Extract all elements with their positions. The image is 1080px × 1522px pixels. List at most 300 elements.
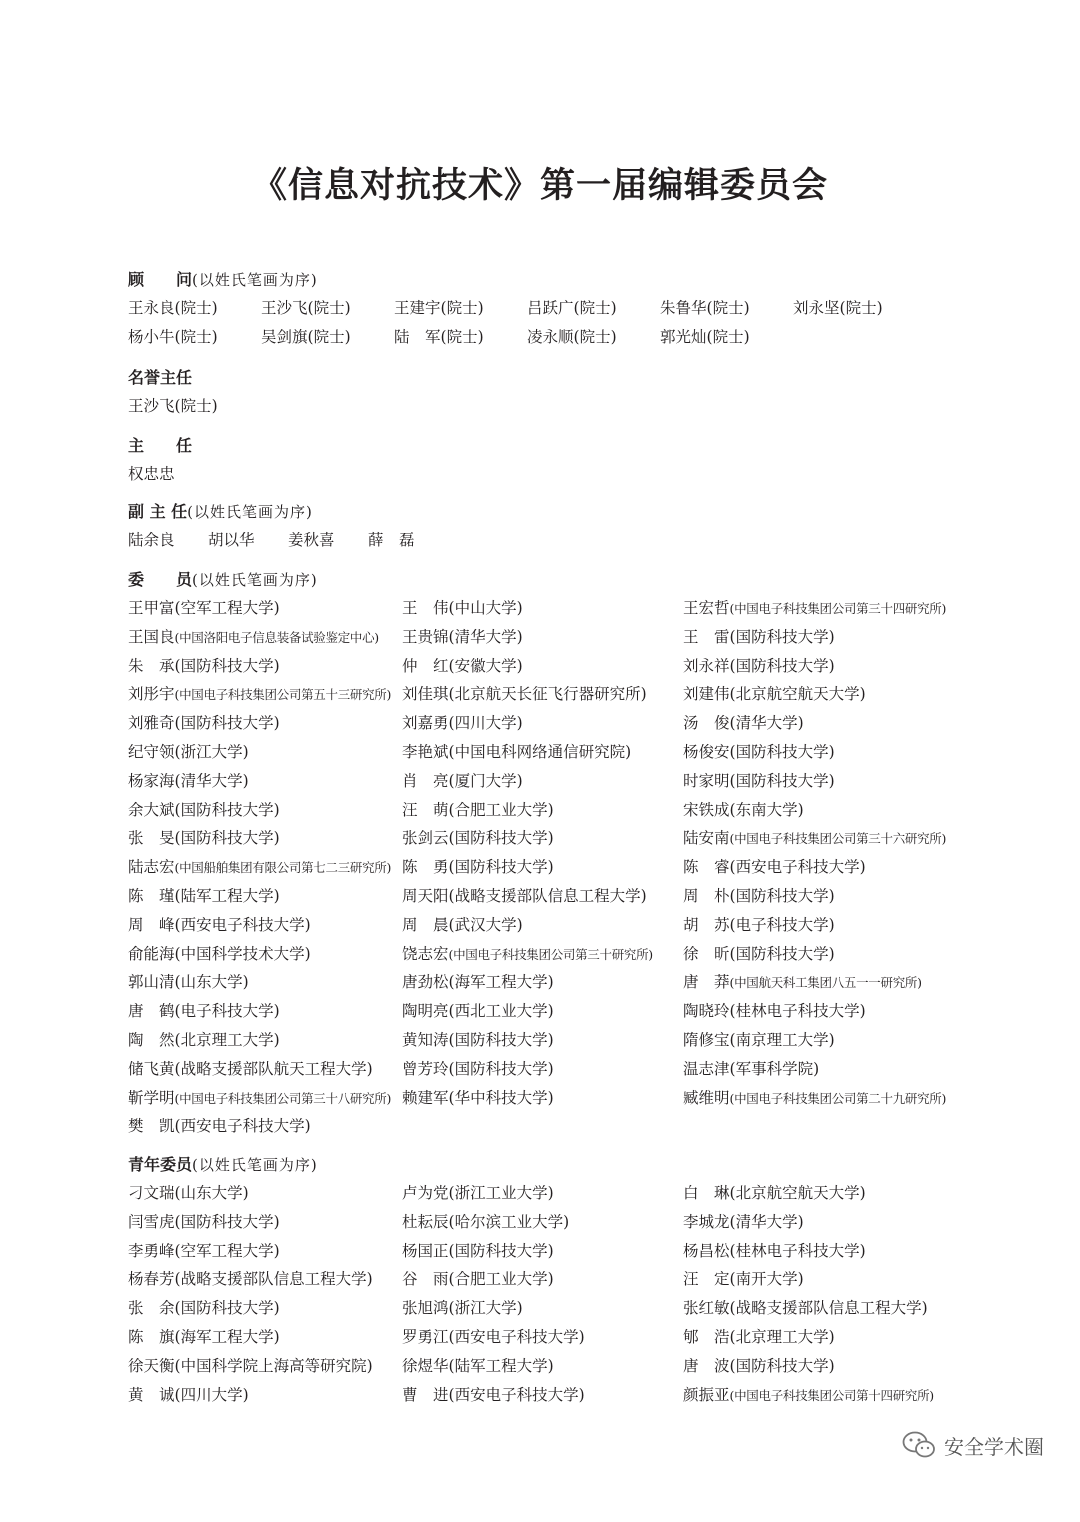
member-name: 杨昌松 — [683, 1241, 730, 1260]
member-affiliation: (西北工业大学) — [448, 1002, 554, 1021]
section-heading — [128, 566, 988, 594]
section-note: (以姓氏笔画为序) — [187, 503, 313, 521]
member-name: 温志津 — [683, 1059, 730, 1078]
member-name: 周天阳 — [402, 886, 449, 905]
member-entry — [402, 767, 683, 796]
section-label: 名誉主任 — [128, 368, 193, 387]
member-entry — [128, 968, 402, 997]
member-entry — [683, 1208, 988, 1237]
member-entry — [402, 824, 683, 853]
member-name: 刘永坚 — [793, 299, 840, 317]
member-name: 李艳斌 — [402, 742, 449, 761]
section-heading — [128, 1151, 988, 1179]
member-affiliation: (南京理工大学) — [729, 1030, 835, 1049]
member-list — [128, 294, 988, 352]
member-affiliation: (国防科技大学) — [729, 886, 835, 905]
member-affiliation: (院士) — [573, 299, 617, 317]
member-name: 黄 诚 — [128, 1385, 175, 1404]
member-entry — [683, 1381, 988, 1410]
member-affiliation: (国防科技大学) — [729, 627, 835, 646]
member-name: 李城龙 — [683, 1212, 730, 1231]
member-entry — [402, 1084, 683, 1113]
member-affiliation: (中国科学技术大学) — [174, 944, 311, 963]
section-note: (以姓氏笔画为序) — [192, 571, 318, 589]
member-name: 陈 瑾 — [128, 886, 175, 905]
member-entry — [402, 1352, 683, 1381]
member-name: 臧维明 — [683, 1088, 730, 1107]
member-entry — [128, 1381, 402, 1410]
section-deputy-directors — [128, 498, 988, 555]
member-entry — [402, 796, 683, 825]
wechat-icon — [902, 1430, 936, 1460]
member-affiliation: (陆军工程大学) — [174, 886, 280, 905]
member-affiliation: (中国电子科技集团公司第十四研究所) — [729, 1387, 934, 1403]
member-affiliation: (院士) — [839, 299, 883, 317]
member-affiliation: (清华大学) — [174, 771, 249, 790]
member-entry — [128, 853, 402, 882]
section-heading — [128, 498, 988, 526]
member-affiliation: (院士) — [440, 327, 484, 346]
member-name: 陆 军 — [394, 327, 441, 346]
member-name: 王永良 — [128, 299, 175, 317]
member-entry — [128, 767, 402, 796]
member-entry — [683, 1323, 988, 1352]
member-entry — [261, 323, 394, 352]
member-affiliation: (院士) — [307, 327, 351, 346]
member-affiliation: (战略支援部队信息工程大学) — [448, 886, 647, 905]
member-affiliation: (中国电子科技集团公司第三十八研究所) — [174, 1090, 392, 1106]
section-honorary-director — [128, 364, 988, 421]
member-affiliation: (哈尔滨工业大学) — [448, 1212, 570, 1231]
member-name: 樊 凯 — [128, 1117, 175, 1136]
member-entry — [683, 1265, 988, 1294]
member-affiliation: (西安电子科技大学) — [448, 1385, 585, 1404]
member-name: 卢为党 — [402, 1184, 449, 1202]
member-affiliation: (北京航天长征飞行器研究所) — [448, 685, 647, 704]
member-entry — [660, 294, 793, 323]
member-affiliation: (国防科技大学) — [174, 800, 280, 819]
member-name: 宋铁成 — [683, 800, 730, 819]
member-entry — [683, 1084, 988, 1113]
member-name: 汤 俊 — [683, 714, 730, 733]
member-affiliation: (国防科技大学) — [448, 1030, 554, 1049]
section-label: 副 主 任 — [128, 502, 188, 521]
member-name: 时家明 — [683, 771, 730, 790]
member-name: 唐 莽 — [683, 973, 730, 992]
member-entry — [527, 323, 660, 352]
member-affiliation: (空军工程大学) — [174, 599, 280, 617]
member-entry — [208, 526, 288, 555]
member-name: 陈 勇 — [402, 858, 449, 877]
member-entry — [128, 1323, 402, 1352]
member-affiliation: (浙江大学) — [174, 742, 249, 761]
member-name: 郭光灿 — [660, 327, 707, 346]
member-affiliation: (山东大学) — [174, 973, 249, 992]
member-affiliation: (电子科技大学) — [174, 1002, 280, 1021]
member-name: 王沙飞 — [128, 397, 175, 415]
member-entry — [402, 652, 683, 681]
member-entry — [402, 738, 683, 767]
member-affiliation: (院士) — [440, 299, 484, 317]
member-affiliation: (中国电子科技集团公司第三十四研究所) — [729, 601, 947, 616]
member-name: 刁文瑞 — [128, 1184, 175, 1202]
member-name: 杨俊安 — [683, 742, 730, 761]
member-name: 陆志宏 — [128, 858, 175, 877]
member-entry — [128, 1026, 402, 1055]
member-entry — [128, 323, 261, 352]
member-name: 杜耘辰 — [402, 1212, 449, 1231]
member-name: 黄知涛 — [402, 1030, 449, 1049]
member-entry — [683, 1352, 988, 1381]
member-name: 张红敏 — [683, 1299, 730, 1318]
member-name: 曹 进 — [402, 1385, 449, 1404]
member-name: 郭山清 — [128, 973, 175, 992]
member-entry — [128, 1112, 402, 1141]
member-affiliation: (东南大学) — [729, 800, 804, 819]
member-affiliation: (院士) — [706, 327, 750, 346]
member-entry — [683, 997, 988, 1026]
section-heading — [128, 364, 988, 392]
section-label: 委 员 — [128, 570, 193, 589]
member-name: 刘彤宇 — [128, 685, 175, 704]
member-name: 汪 定 — [683, 1270, 730, 1289]
member-entry — [368, 526, 448, 555]
member-name: 储飞黄 — [128, 1059, 175, 1078]
member-name: 王 雷 — [683, 627, 730, 646]
member-entry — [683, 1237, 988, 1266]
section-committee — [128, 566, 988, 1141]
member-affiliation: (清华大学) — [448, 627, 523, 646]
member-list — [128, 460, 988, 489]
member-affiliation: (清华大学) — [729, 714, 804, 733]
member-name: 王 伟 — [402, 599, 449, 617]
member-entry — [128, 1294, 402, 1323]
member-entry — [683, 767, 988, 796]
member-affiliation: (北京理工大学) — [174, 1030, 280, 1049]
member-name: 朱鲁华 — [660, 299, 707, 317]
member-name: 刘永祥 — [683, 656, 730, 675]
member-name: 胡以华 — [208, 531, 255, 549]
member-affiliation: (南开大学) — [729, 1270, 804, 1289]
member-entry — [128, 594, 402, 623]
member-entry — [128, 1179, 402, 1208]
member-list — [128, 392, 988, 421]
member-entry — [683, 853, 988, 882]
member-name: 张剑云 — [402, 829, 449, 848]
member-affiliation: (中国电子科技集团公司第三十六研究所) — [729, 831, 947, 847]
member-entry — [402, 1237, 683, 1266]
member-entry — [402, 1179, 683, 1208]
member-affiliation: (军事科学院) — [729, 1059, 820, 1078]
section-heading — [128, 266, 988, 294]
member-name: 饶志宏 — [402, 944, 449, 963]
member-name: 唐 鹤 — [128, 1002, 175, 1021]
section-youth-committee — [128, 1151, 988, 1409]
member-name: 唐 波 — [683, 1356, 730, 1375]
member-list — [128, 1179, 988, 1409]
member-entry — [128, 526, 208, 555]
member-name: 罗勇江 — [402, 1327, 449, 1346]
member-entry — [128, 1208, 402, 1237]
member-affiliation: (西安电子科技大学) — [174, 1117, 311, 1136]
member-affiliation: (国防科技大学) — [448, 1241, 554, 1260]
member-name: 王沙飞 — [261, 299, 308, 317]
member-name: 陆余良 — [128, 531, 175, 549]
member-entry — [128, 940, 402, 969]
member-affiliation: (空军工程大学) — [174, 1241, 280, 1260]
member-affiliation: (北京理工大学) — [729, 1327, 835, 1346]
member-entry — [402, 968, 683, 997]
member-name: 徐煜华 — [402, 1356, 449, 1375]
member-entry — [128, 882, 402, 911]
member-name: 陈 睿 — [683, 858, 730, 877]
member-name: 陶 然 — [128, 1030, 175, 1049]
member-name: 纪守领 — [128, 742, 175, 761]
member-affiliation: (北京航空航天大学) — [729, 1184, 866, 1202]
member-name: 姜秋喜 — [288, 531, 335, 549]
member-entry — [288, 526, 368, 555]
member-entry — [402, 940, 683, 969]
member-name: 张 旻 — [128, 829, 175, 848]
member-entry — [128, 1265, 402, 1294]
member-entry — [683, 738, 988, 767]
member-name: 刘佳琪 — [402, 685, 449, 704]
member-entry — [683, 1294, 988, 1323]
member-affiliation: (国防科技大学) — [729, 771, 835, 790]
member-entry — [394, 323, 527, 352]
member-name: 王国良 — [128, 627, 175, 646]
member-entry — [128, 1237, 402, 1266]
member-affiliation: (武汉大学) — [448, 915, 523, 934]
member-affiliation: (国防科技大学) — [174, 714, 280, 733]
member-name: 王宏哲 — [683, 599, 730, 617]
section-note: (以姓氏笔画为序) — [192, 1156, 318, 1174]
member-affiliation: (院士) — [174, 397, 218, 415]
member-name: 陶晓玲 — [683, 1002, 730, 1021]
member-entry — [128, 1055, 402, 1084]
member-entry — [128, 652, 402, 681]
member-entry — [128, 738, 402, 767]
member-name: 周 朴 — [683, 886, 730, 905]
member-name: 刘建伟 — [683, 685, 730, 704]
member-affiliation: (海军工程大学) — [174, 1327, 280, 1346]
member-affiliation: (海军工程大学) — [448, 973, 554, 992]
section-label: 顾 问 — [128, 270, 193, 289]
member-affiliation: (国防科技大学) — [729, 742, 835, 761]
member-affiliation: (陆军工程大学) — [448, 1356, 554, 1375]
member-name: 汪 萌 — [402, 800, 449, 819]
member-entry — [683, 940, 988, 969]
member-entry — [683, 680, 988, 709]
member-affiliation: (桂林电子科技大学) — [729, 1002, 866, 1021]
member-entry — [527, 294, 660, 323]
section-heading — [128, 432, 988, 460]
member-entry — [683, 652, 988, 681]
member-affiliation: (战略支援部队航天工程大学) — [174, 1059, 373, 1078]
member-entry — [402, 594, 683, 623]
member-affiliation: (中国电子科技集团公司第五十三研究所) — [174, 687, 392, 703]
member-entry — [402, 1026, 683, 1055]
member-affiliation: (四川大学) — [174, 1385, 249, 1404]
member-name: 余大斌 — [128, 800, 175, 819]
member-affiliation: (国防科技大学) — [448, 1059, 554, 1078]
member-affiliation: (国防科技大学) — [729, 944, 835, 963]
member-affiliation: (桂林电子科技大学) — [729, 1241, 866, 1260]
member-name: 权忠忠 — [128, 465, 175, 483]
member-affiliation: (战略支援部队信息工程大学) — [729, 1299, 928, 1318]
member-entry — [660, 323, 793, 352]
member-affiliation: (院士) — [706, 299, 750, 317]
member-affiliation: (合肥工业大学) — [448, 1270, 554, 1289]
member-entry — [128, 1352, 402, 1381]
member-affiliation: (院士) — [307, 299, 351, 317]
section-note: (以姓氏笔画为序) — [192, 271, 318, 289]
member-affiliation: (国防科技大学) — [174, 829, 280, 848]
member-name: 谷 雨 — [402, 1270, 449, 1289]
member-entry — [128, 680, 402, 709]
member-name: 陆安南 — [683, 829, 730, 848]
member-name: 杨小牛 — [128, 327, 175, 346]
member-affiliation: (院士) — [573, 327, 617, 346]
member-name: 闫雪虎 — [128, 1212, 175, 1231]
member-affiliation: (院士) — [174, 299, 218, 317]
member-affiliation: (山东大学) — [174, 1184, 249, 1202]
member-entry — [683, 911, 988, 940]
member-affiliation: (中国船舶集团有限公司第七二三研究所) — [174, 860, 392, 876]
member-entry — [402, 1208, 683, 1237]
member-affiliation: (国防科技大学) — [174, 1212, 280, 1231]
member-name: 朱 承 — [128, 656, 175, 675]
member-entry — [683, 1055, 988, 1084]
member-name: 薛 磊 — [368, 531, 415, 549]
member-affiliation: (国防科技大学) — [174, 656, 280, 675]
member-entry — [402, 1265, 683, 1294]
member-name: 周 晨 — [402, 915, 449, 934]
member-affiliation: (浙江工业大学) — [448, 1184, 554, 1202]
member-affiliation: (中国电科网络通信研究院) — [448, 742, 632, 761]
member-entry — [683, 882, 988, 911]
member-affiliation: (西安电子科技大学) — [174, 915, 311, 934]
member-entry — [128, 911, 402, 940]
member-entry — [683, 709, 988, 738]
member-name: 俞能海 — [128, 944, 175, 963]
member-name: 胡 苏 — [683, 915, 730, 934]
member-affiliation: (四川大学) — [448, 714, 523, 733]
member-affiliation: (中国科学院上海高等研究院) — [174, 1356, 373, 1375]
member-affiliation: (中国电子科技集团公司第二十九研究所) — [729, 1090, 947, 1106]
member-name: 周 峰 — [128, 915, 175, 934]
member-entry — [402, 882, 683, 911]
member-entry — [683, 1179, 988, 1208]
member-affiliation: (安徽大学) — [448, 656, 523, 675]
member-name: 陈 旗 — [128, 1327, 175, 1346]
watermark-text: 安全学术圈 — [944, 1434, 1044, 1459]
member-entry — [402, 623, 683, 652]
member-entry — [128, 796, 402, 825]
member-entry — [683, 623, 988, 652]
member-name: 王甲富 — [128, 599, 175, 617]
member-entry — [128, 709, 402, 738]
member-affiliation: (北京航空航天大学) — [729, 685, 866, 704]
member-name: 王贵锦 — [402, 627, 449, 646]
member-affiliation: (国防科技大学) — [448, 829, 554, 848]
member-entry — [402, 709, 683, 738]
member-affiliation: (中国电子科技集团公司第三十研究所) — [448, 946, 653, 962]
member-affiliation: (西安电子科技大学) — [448, 1327, 585, 1346]
member-name: 杨春芳 — [128, 1270, 175, 1289]
member-name: 徐 昕 — [683, 944, 730, 963]
page-title: 《信息对抗技术》第一届编辑委员会 — [251, 166, 828, 206]
member-entry — [683, 968, 988, 997]
member-affiliation: (中国洛阳电子信息装备试验鉴定中心) — [174, 629, 379, 645]
member-name: 刘雅奇 — [128, 714, 175, 733]
member-entry — [402, 997, 683, 1026]
member-entry — [683, 824, 988, 853]
section-label: 青年委员 — [128, 1155, 193, 1174]
member-name: 张 余 — [128, 1299, 175, 1318]
member-entry — [683, 594, 988, 623]
member-affiliation: (国防科技大学) — [448, 858, 554, 877]
member-entry — [402, 680, 683, 709]
member-entry — [128, 1084, 402, 1113]
member-name: 陶明亮 — [402, 1002, 449, 1021]
member-affiliation: (浙江大学) — [448, 1299, 523, 1318]
member-affiliation: (合肥工业大学) — [448, 800, 554, 819]
member-affiliation: (厦门大学) — [448, 771, 523, 790]
member-entry — [261, 294, 394, 323]
member-entry — [402, 911, 683, 940]
member-entry — [402, 1323, 683, 1352]
member-name: 吕跃广 — [527, 299, 574, 317]
member-entry — [128, 460, 261, 489]
member-name: 杨国正 — [402, 1241, 449, 1260]
member-name: 靳学明 — [128, 1088, 175, 1107]
member-name: 隋修宝 — [683, 1030, 730, 1049]
member-name: 徐天衡 — [128, 1356, 175, 1375]
member-name: 唐劲松 — [402, 973, 449, 992]
member-affiliation: (清华大学) — [729, 1212, 804, 1231]
member-name: 凌永顺 — [527, 327, 574, 346]
member-list — [128, 594, 988, 1141]
member-name: 赖建军 — [402, 1088, 449, 1107]
member-entry — [402, 1294, 683, 1323]
member-affiliation: (国防科技大学) — [174, 1299, 280, 1318]
member-entry — [402, 1055, 683, 1084]
member-name: 王建宇 — [394, 299, 441, 317]
member-entry — [793, 294, 926, 323]
member-entry — [402, 1381, 683, 1410]
section-advisors — [128, 266, 988, 352]
member-entry — [394, 294, 527, 323]
member-name: 李勇峰 — [128, 1241, 175, 1260]
member-affiliation: (中国航天科工集团八五一一研究所) — [729, 975, 922, 991]
member-entry — [128, 824, 402, 853]
member-affiliation: (战略支援部队信息工程大学) — [174, 1270, 373, 1289]
member-name: 杨家海 — [128, 771, 175, 790]
member-affiliation: (国防科技大学) — [729, 1356, 835, 1375]
member-affiliation: (国防科技大学) — [729, 656, 835, 675]
member-entry — [128, 997, 402, 1026]
member-affiliation: (院士) — [174, 327, 218, 346]
member-list — [128, 526, 988, 555]
section-label: 主 任 — [128, 436, 193, 455]
member-name: 张旭鸿 — [402, 1299, 449, 1318]
member-affiliation: (西安电子科技大学) — [729, 858, 866, 877]
member-affiliation: (中山大学) — [448, 599, 523, 617]
member-name: 吴剑旗 — [261, 327, 308, 346]
member-name: 曾芳玲 — [402, 1059, 449, 1078]
member-entry — [128, 294, 261, 323]
